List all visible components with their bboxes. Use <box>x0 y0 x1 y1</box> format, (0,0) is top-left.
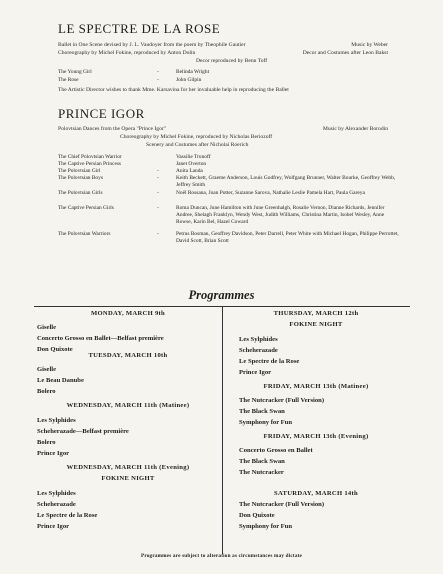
igor-credit-line3: Scenery and Costumes after Nicholai Roerich <box>146 142 249 148</box>
programmes-footer-note: Programmes are subject to alteration as circumstances may dictate <box>140 553 303 559</box>
cast-dash: - <box>157 69 159 75</box>
cast-role: The Polovtsian Warriors <box>58 231 111 237</box>
programme-subheading: FOKINE NIGHT <box>289 321 343 328</box>
spectre-title: LE SPECTRE DE LA ROSE <box>58 21 221 36</box>
spectre-decor-credit: Decor and Costumes after Leon Bakst <box>302 50 388 56</box>
programme-item: Les Sylphides <box>37 417 76 424</box>
programme-day: FRIDAY, MARCH 13th (Evening) <box>263 433 369 440</box>
spectre-note: The Artistic Director wishes to thank Mme. Karsavina for her invaluable help in reproducing the Ballet <box>58 87 289 93</box>
igor-credit-line1: Polovtsian Dances from the Opera "Prince Igor" <box>58 126 167 132</box>
programme-item: The Nutcracker (Full Version) <box>239 501 325 508</box>
spectre-credit-line1: Ballet in One Scene devised by J. L. Vaudoyer from the poem by Theophile Gautier <box>58 42 246 48</box>
igor-title: PRINCE IGOR <box>58 106 145 121</box>
spectre-credit-line2: Choreography by Michel Fokine, reproduced by Anton Dolin <box>58 50 196 56</box>
cast-name: Janet Overton <box>176 161 207 167</box>
programme-item: Les Sylphides <box>37 490 76 497</box>
cast-dash: - <box>157 175 159 181</box>
programme-item: Concerto Grosso en Ballet—Belfast première <box>37 335 164 342</box>
programme-item: The Nutcracker (Full Version) <box>239 397 325 404</box>
programme-item: The Black Swan <box>239 458 285 465</box>
cast-name: Belinda Wright <box>176 69 210 75</box>
column-divider <box>222 306 223 554</box>
programme-item: Giselle <box>37 324 57 331</box>
spectre-music-credit: Music by Weber <box>351 42 388 48</box>
cast-role: The Captive Persian Princess <box>58 161 122 167</box>
cast-role: The Young Girl <box>58 69 92 75</box>
programme-item: The Nutcracker <box>239 469 284 476</box>
programme-item: Symphony for Fun <box>239 523 293 530</box>
programme-day: WEDNESDAY, MARCH 11th (Matinee) <box>66 402 190 409</box>
cast-role: The Polovtsian Boys <box>58 175 103 181</box>
programme-item: Scheherazade <box>239 347 278 354</box>
spectre-credit-line3: Decor reproduced by Benn Toff <box>196 58 268 64</box>
cast-dash: - <box>157 168 159 174</box>
programme-item: Bolero <box>37 388 56 395</box>
programme-item: Le Beau Danube <box>37 377 84 384</box>
igor-credit-line2: Choreography by Michel Fokine, reproduced by Nicholas Beriozoff <box>120 134 273 140</box>
programme-item: Giselle <box>37 366 57 373</box>
programme-item: Le Spectre de la Rose <box>239 358 300 365</box>
programme-item: Concerto Grosso en Ballet <box>239 447 313 454</box>
cast-dash: - <box>157 77 159 83</box>
cast-dash: - <box>157 231 159 237</box>
cast-dash: - <box>157 190 159 196</box>
cast-role: The Rose <box>58 77 79 83</box>
cast-name: Petrus Bosman, Geoffrey Davidson, Peter Darrell, Peter White with Michael Hogan, Philippe Perrottet, David Scott, Brian Scott <box>176 231 399 244</box>
programme-item: Les Sylphides <box>239 336 278 343</box>
cast-name: Roma Duncan, June Hamilton with June Greenhalgh, Rosalie Vernon, Dianne Richards, Jennifer Andree, Shelagh Franklyn, Wendy West, Judith Williams, Christina Martin, Isobel Wesley, Anne Rowse, Karin Bel, Hazel Coward <box>176 205 385 225</box>
cast-name: Anita Landa <box>176 168 203 174</box>
programme-day: SATURDAY, MARCH 14th <box>274 490 358 497</box>
programme-item: Le Spectre de la Rose <box>37 512 98 519</box>
cast-name: Noël Rossana, Joan Potter, Suzanne Sarova, Nathalie Leslie Pamela Hart, Paula Gareya <box>176 190 365 196</box>
programme-item: Symphony for Fun <box>239 419 293 426</box>
igor-music-credit: Music by Alexander Borodin <box>322 126 388 132</box>
programme-day: MONDAY, MARCH 9th <box>90 310 166 317</box>
programme-item: Bolero <box>37 439 56 446</box>
programme-subheading: FOKINE NIGHT <box>101 475 155 482</box>
programme-item: Don Quixote <box>37 346 73 353</box>
programme-day: WEDNESDAY, MARCH 11th (Evening) <box>66 464 190 471</box>
programme-item: The Black Swan <box>239 408 285 415</box>
programme-item: Don Quixote <box>239 512 275 519</box>
programme-day: THURSDAY, MARCH 12th <box>273 310 359 317</box>
cast-name: John Gilpin <box>176 77 202 83</box>
programme-day: FRIDAY, MARCH 13th (Matinee) <box>263 383 369 390</box>
programmes-heading: Programmes <box>188 288 255 302</box>
cast-role: The Polovtsian Girls <box>58 190 103 196</box>
cast-role: The Chief Polovtsian Warrior <box>58 154 122 160</box>
programme-item: Prince Igor <box>239 369 272 376</box>
cast-role: The Polovtsian Girl <box>58 168 101 174</box>
cast-role: The Captive Persian Girls <box>58 205 114 211</box>
programme-day: TUESDAY, MARCH 10th <box>88 352 168 359</box>
programme-item: Scheherazade—Belfast première <box>37 428 129 435</box>
cast-name: Vassilie Trunoff <box>176 154 211 160</box>
programme-item: Scheherazade <box>37 501 76 508</box>
programme-item: Prince Igor <box>37 523 70 530</box>
cast-name: Keith Beckett, Graeme Anderson, Louis Godfrey, Wolfgang Brunner, Walter Bourke, Geoffrey Webb, Jeffrey Smith <box>176 175 396 188</box>
programme-item: Prince Igor <box>37 450 70 457</box>
cast-dash: - <box>157 205 159 211</box>
